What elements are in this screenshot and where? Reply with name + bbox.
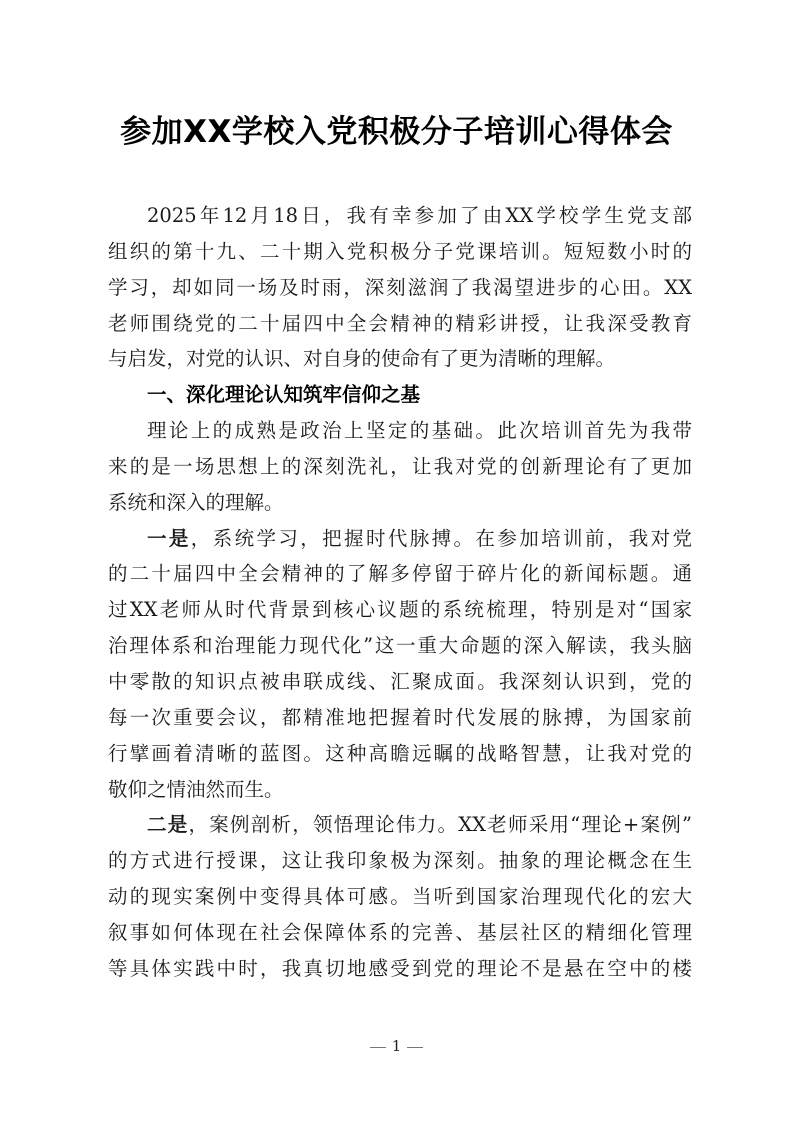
text-line: 来的是一场思想上的深刻洗礼，让我对党的创新理论有了更加 (108, 454, 692, 478)
paragraph-point-two (108, 807, 692, 986)
text-line: 2025年12月18日，我有幸参加了由XX学校学生党支部 (147, 204, 692, 227)
text-line: 每一次重要会议，都精准地把握着时代发展的脉搏，为国家前 (108, 705, 692, 729)
text-line: 与启发，对党的认识、对自身的使命有了更为清晰的理解。 (108, 347, 616, 371)
text-line: 的方式进行授课，这让我印象极为深刻。抽象的理论概念在生 (108, 849, 692, 873)
text-line: 的二十届四中全会精神的了解多停留于碎片化的新闻标题。通 (108, 562, 692, 586)
point-lead: 一是 (147, 526, 191, 550)
text-line: 理论上的成熟是政治上坚定的基础。此次培训首先为我带 (147, 419, 692, 443)
text-run: ，案例剖析，领悟理论伟力。XX老师采用“理论+案例” (188, 813, 692, 837)
text-line: 组织的第十九、二十期入党积极分子党课培训。短短数小时的 (108, 239, 692, 263)
text-line: 学习，却如同一场及时雨，深刻滋润了我渴望进步的心田。XX (108, 275, 692, 299)
text-line (108, 521, 692, 557)
page-number: 1 (391, 1037, 402, 1055)
document-body (108, 198, 692, 987)
page-footer (0, 1037, 793, 1055)
text-line: 叙事如何体现在社会保障体系的完善、基层社区的精细化管理 (108, 920, 692, 944)
paragraph-intro (108, 198, 692, 377)
text-line: 中零散的知识点被串联成线、汇聚成面。我深刻认识到，党的 (108, 669, 692, 693)
text-run: ，系统学习，把握时代脉搏。在参加培训前，我对党 (190, 526, 692, 550)
paragraph-theory (108, 413, 692, 521)
footer-dash-right (407, 1047, 423, 1048)
document-title: 参加XX学校入党积极分子培训心得体会 (120, 114, 673, 150)
point-lead: 二是 (147, 813, 189, 837)
text-line: 行擘画着清晰的蓝图。这种高瞻远瞩的战略智慧，让我对党的 (108, 741, 692, 765)
paragraph-point-one (108, 521, 692, 808)
text-line: 等具体实践中时，我真切地感受到党的理论不是悬在空中的楼 (108, 956, 692, 980)
text-line: 敬仰之情油然而生。 (108, 777, 284, 801)
footer-dash-left (370, 1047, 386, 1048)
section-heading: 一、深化理论认知筑牢信仰之基 (147, 383, 421, 407)
text-line: 老师围绕党的二十届四中全会精神的精彩讲授，让我深受教育 (108, 311, 692, 335)
text-line: 治理体系和治理能力现代化”这一重大命题的深入解读，我头脑 (108, 634, 692, 658)
text-line: 系统和深入的理解。 (108, 490, 284, 514)
text-line: 动的现实案例中变得具体可感。当听到国家治理现代化的宏大 (108, 885, 692, 909)
text-line: 过XX老师从时代背景到核心议题的系统梳理，特别是对“国家 (108, 598, 692, 622)
text-line (108, 807, 692, 843)
